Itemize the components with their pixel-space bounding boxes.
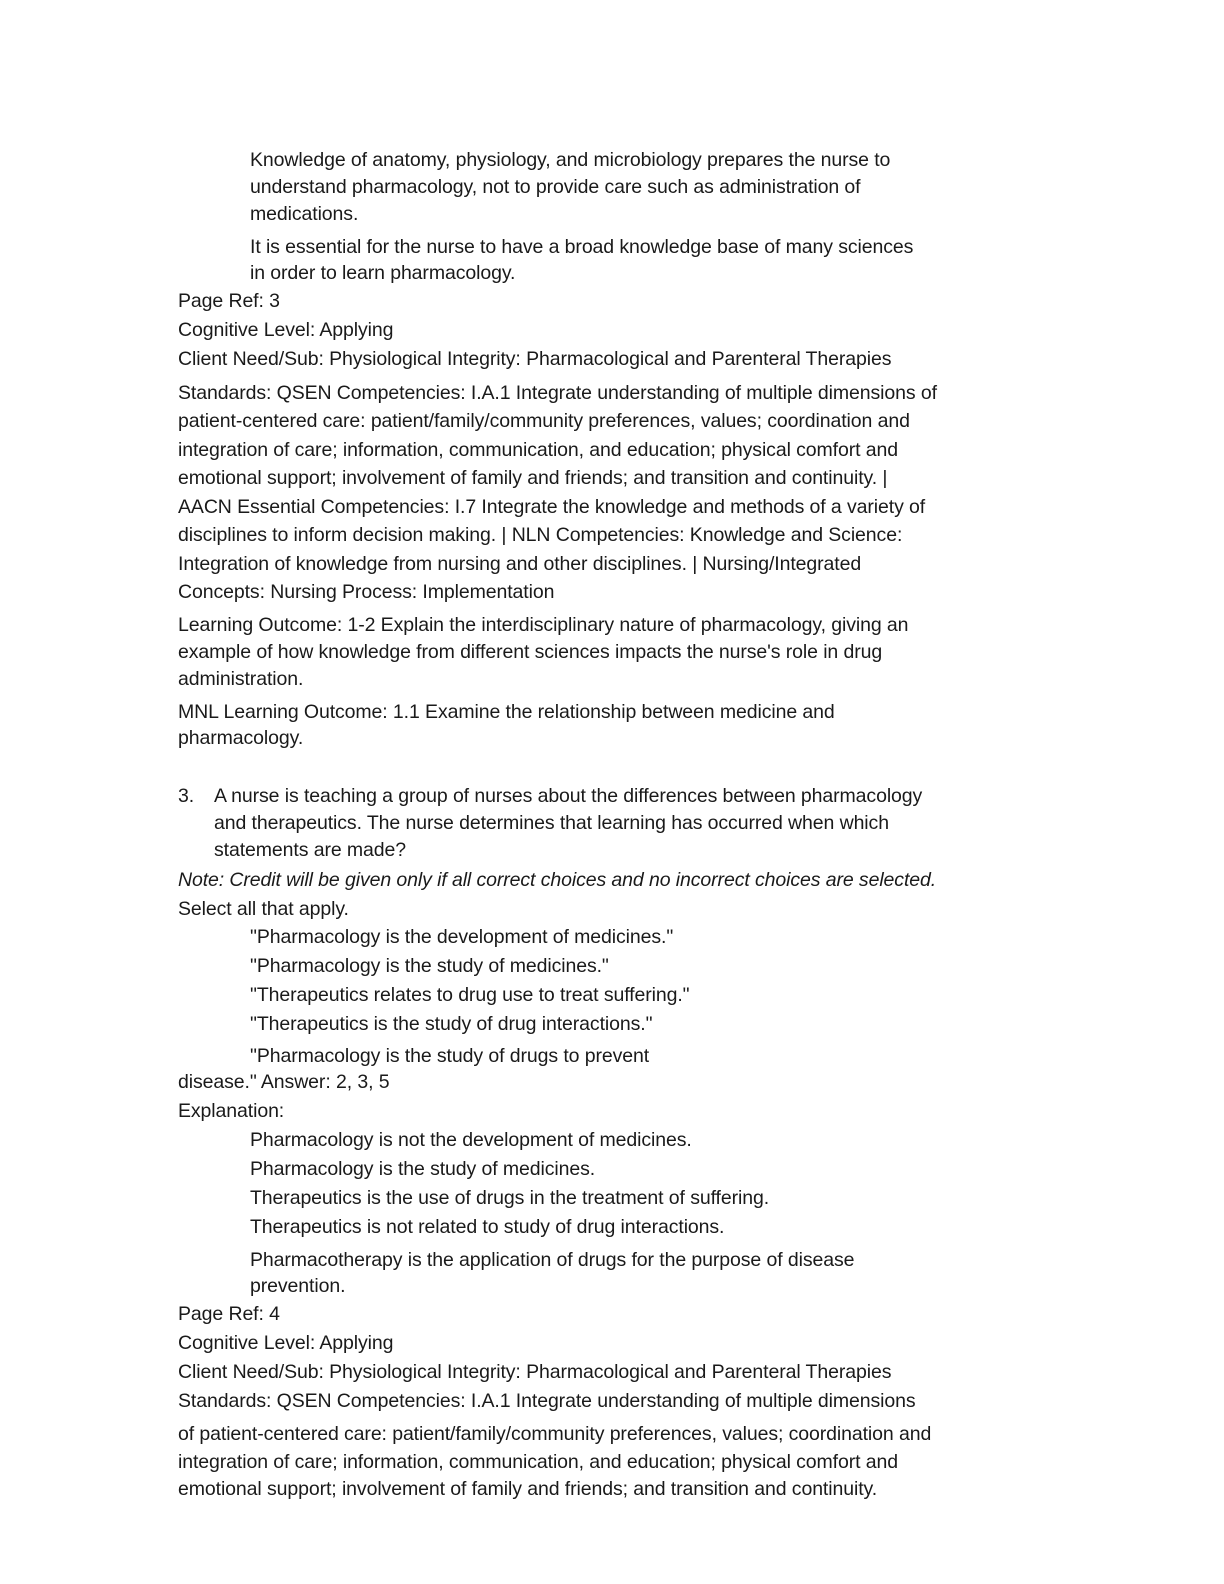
standards-line: emotional support; involvement of family and friends; and transition and continuity. <box>178 1478 878 1500</box>
standards-line: patient-centered care: patient/family/community preferences, values; coordination and <box>178 410 910 432</box>
explanation-item: prevention. <box>250 1275 346 1297</box>
explanation-line: Knowledge of anatomy, physiology, and microbiology prepares the nurse to <box>250 149 891 171</box>
question-stem-line: A nurse is teaching a group of nurses about the differences between pharmacology <box>214 785 923 807</box>
explanation-item: Pharmacology is not the development of medicines. <box>250 1129 692 1151</box>
standards-line: integration of care; information, communication, and education; physical comfort and <box>178 439 898 461</box>
explanation-line: It is essential for the nurse to have a broad knowledge base of many sciences <box>250 236 914 258</box>
learning-outcome-line: Learning Outcome: 1-2 Explain the interdisciplinary nature of pharmacology, giving an <box>178 614 909 636</box>
standards-line: AACN Essential Competencies: I.7 Integrate the knowledge and methods of a variety of <box>178 496 926 518</box>
learning-outcome-line: administration. <box>178 668 304 690</box>
credit-note: Note: Credit will be given only if all correct choices and no incorrect choices are selected. <box>178 869 937 891</box>
mnl-outcome-line: MNL Learning Outcome: 1.1 Examine the relationship between medicine and <box>178 701 835 723</box>
explanation-item: Pharmacotherapy is the application of drugs for the purpose of disease <box>250 1249 855 1271</box>
standards-line: integration of care; information, communication, and education; physical comfort and <box>178 1451 898 1473</box>
select-all-instruction: Select all that apply. <box>178 898 349 920</box>
explanation-line: understand pharmacology, not to provide care such as administration of <box>250 176 861 198</box>
mnl-outcome-line: pharmacology. <box>178 727 304 749</box>
explanation-item: Therapeutics is not related to study of drug interactions. <box>250 1216 725 1238</box>
standards-line: of patient-centered care: patient/family/community preferences, values; coordination and <box>178 1423 932 1445</box>
standards-line: Concepts: Nursing Process: Implementation <box>178 581 555 603</box>
answer-choice: "Therapeutics relates to drug use to treat suffering." <box>250 984 690 1006</box>
cognitive-level: Cognitive Level: Applying <box>178 319 394 341</box>
standards-line: Standards: QSEN Competencies: I.A.1 Integrate understanding of multiple dimensions of <box>178 382 937 404</box>
question-number: 3. <box>178 785 195 807</box>
explanation-item: Therapeutics is the use of drugs in the treatment of suffering. <box>250 1187 770 1209</box>
explanation-line: in order to learn pharmacology. <box>250 262 516 284</box>
standards-line: emotional support; involvement of family and friends; and transition and continuity. | <box>178 467 888 489</box>
explanation-label: Explanation: <box>178 1100 285 1122</box>
client-need: Client Need/Sub: Physiological Integrity: Pharmacological and Parenteral Therapies <box>178 348 892 370</box>
page-ref: Page Ref: 3 <box>178 290 280 312</box>
cognitive-level: Cognitive Level: Applying <box>178 1332 394 1354</box>
learning-outcome-line: example of how knowledge from different sciences impacts the nurse's role in drug <box>178 641 883 663</box>
answer-choice: "Pharmacology is the study of medicines." <box>250 955 609 977</box>
question-stem-line: and therapeutics. The nurse determines that learning has occurred when which <box>214 812 889 834</box>
standards-line: Standards: QSEN Competencies: I.A.1 Integrate understanding of multiple dimensions <box>178 1390 916 1412</box>
page-ref: Page Ref: 4 <box>178 1303 280 1325</box>
answer-choice: "Pharmacology is the study of drugs to prevent <box>250 1045 650 1067</box>
standards-line: disciplines to inform decision making. | NLN Competencies: Knowledge and Science: <box>178 524 903 546</box>
standards-line: Integration of knowledge from nursing and other disciplines. | Nursing/Integrated <box>178 553 862 575</box>
answer-choice: "Therapeutics is the study of drug interactions." <box>250 1013 653 1035</box>
explanation-item: Pharmacology is the study of medicines. <box>250 1158 596 1180</box>
answer-key-line: disease." Answer: 2, 3, 5 <box>178 1071 390 1093</box>
client-need: Client Need/Sub: Physiological Integrity: Pharmacological and Parenteral Therapies <box>178 1361 892 1383</box>
answer-choice: "Pharmacology is the development of medicines." <box>250 926 674 948</box>
explanation-line: medications. <box>250 203 359 225</box>
question-stem-line: statements are made? <box>214 839 407 861</box>
